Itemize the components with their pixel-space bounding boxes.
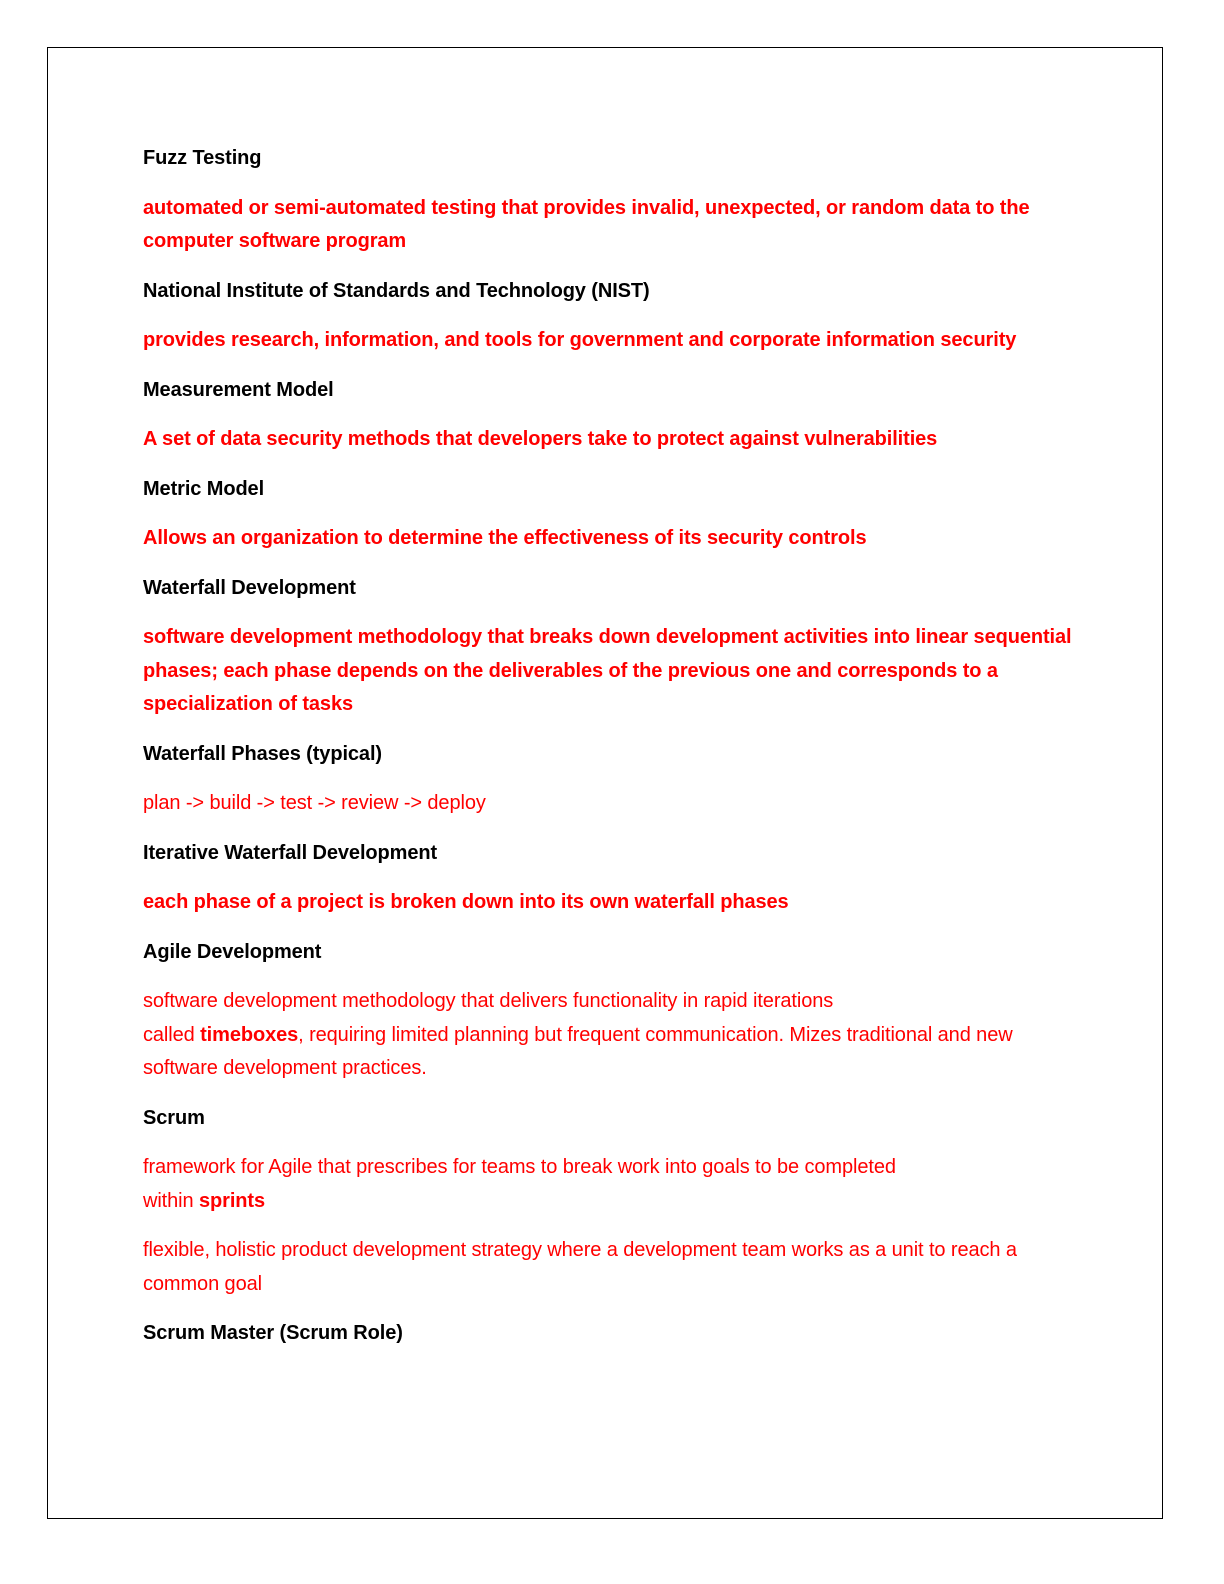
definition-fuzz-testing: automated or semi-automated testing that provides invalid, unexpected, or random data to the computer software program [143,196,1030,252]
definition-waterfall-phases: plan -> build -> test -> review -> deploy [143,792,486,814]
definition-agile-line1: software development methodology that delivers functionality in rapid iterations [143,990,834,1012]
definition-agile-development [143,985,1083,1086]
term-nist: National Institute of Standards and Technology (NIST) [143,279,650,302]
definition-agile-keyword: timeboxes [200,1023,299,1046]
term-measurement-model: Measurement Model [143,378,334,401]
term-waterfall-phases: Waterfall Phases (typical) [143,742,382,765]
definition-measurement-model: A set of data security methods that developers take to protect against vulnerabilities [143,428,938,450]
term-scrum: Scrum [143,1106,205,1129]
definition-agile-pre: called [143,1023,201,1046]
document-content [143,142,1083,1367]
term-waterfall-development: Waterfall Development [143,576,356,599]
definition-nist: provides research, information, and tools for government and corporate information security [143,329,1017,351]
definition-scrum-pre: within [143,1189,199,1212]
definition-scrum [143,1151,1083,1218]
definition-scrum-keyword: sprints [199,1189,265,1212]
definition-waterfall-development: software development methodology that breaks down development activities into linear sequential phases; each phase depends on the deliverables of the previous one and corresponds to a specialization of tasks [143,626,1072,715]
term-scrum-master: Scrum Master (Scrum Role) [143,1322,403,1344]
definition-agile-post: , requiring limited planning but frequent communication. Mizes traditional and new software development practices. [143,1023,1013,1079]
term-iterative-waterfall: Iterative Waterfall Development [143,841,438,864]
definition-scrum-2: flexible, holistic product development strategy where a development team works as a unit to reach a common goal [143,1239,1017,1295]
definition-scrum-line1: framework for Agile that prescribes for teams to break work into goals to be completed [143,1156,896,1178]
definition-metric-model: Allows an organization to determine the effectiveness of its security controls [143,527,867,549]
definition-iterative-waterfall: each phase of a project is broken down into its own waterfall phases [143,891,789,913]
term-fuzz-testing: Fuzz Testing [143,147,262,169]
term-agile-development: Agile Development [143,940,322,963]
term-metric-model: Metric Model [143,477,265,500]
